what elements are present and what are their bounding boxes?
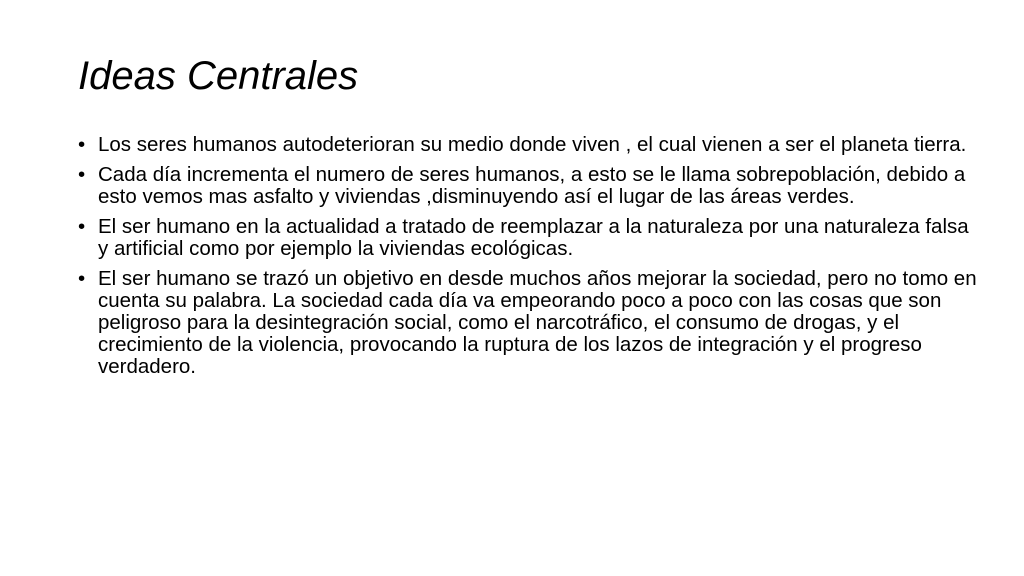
bullet-item	[78, 164, 978, 208]
bullet-text: El ser humano se trazó un objetivo en desde muchos años mejorar la sociedad, pero no tomo en cuenta su palabra. La sociedad cada día va empeorando poco a poco con las cosas que son peligroso para la desintegración social, como el narcotráfico, el consumo de drogas, y el crecimiento de la violencia, provocando la ruptura de los lazos de integración y el progreso verdadero.	[98, 267, 977, 378]
bullet-text: El ser humano en la actualidad a tratado de reemplazar a la naturaleza por una naturaleza falsa y artificial como por ejemplo la viviendas ecológicas.	[98, 215, 969, 260]
bullet-text: Cada día incrementa el numero de seres humanos, a esto se le llama sobrepoblación, debido a esto vemos mas asfalto y viviendas ,disminuyendo así el lugar de las áreas verdes.	[98, 163, 966, 208]
bullet-dot-icon: •	[78, 163, 86, 186]
bullet-item	[78, 268, 978, 378]
bullet-dot-icon: •	[78, 133, 86, 156]
slide-title: Ideas Centrales	[78, 54, 359, 98]
bullet-list	[78, 134, 978, 386]
bullet-text: Los seres humanos autodeterioran su medio donde viven , el cual vienen a ser el planeta tierra.	[98, 133, 967, 156]
bullet-item	[78, 216, 978, 260]
bullet-dot-icon: •	[78, 267, 86, 290]
bullet-item	[78, 134, 978, 156]
bullet-dot-icon: •	[78, 215, 86, 238]
